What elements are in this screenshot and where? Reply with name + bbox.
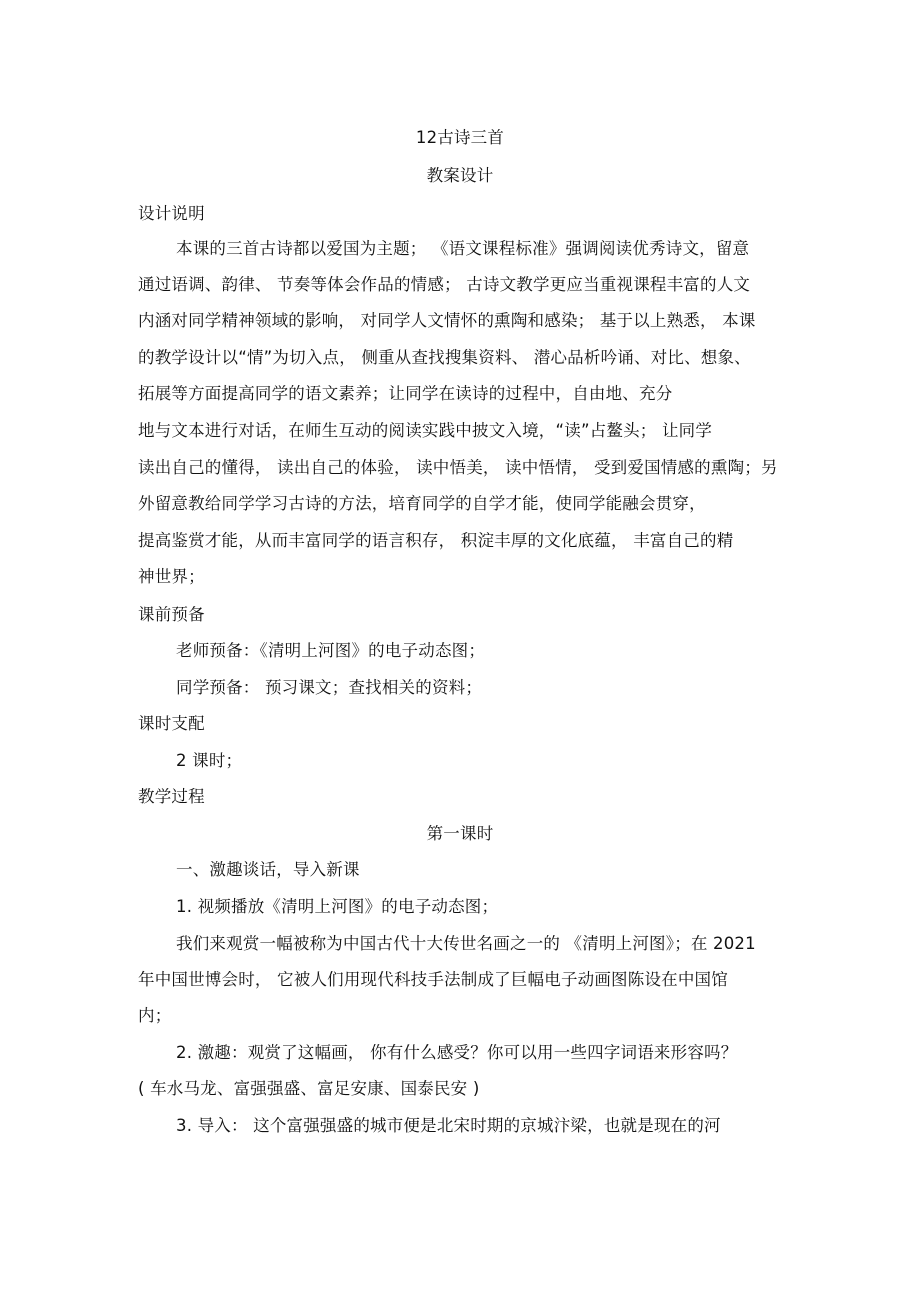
document-title: 12古诗三首 <box>415 128 505 147</box>
schedule-value: 2 课时； <box>176 751 243 770</box>
lesson-title: 第一课时 <box>426 824 494 843</box>
document-subtitle: 教案设计 <box>426 166 494 185</box>
design-notes-heading: 设计说明 <box>138 204 205 223</box>
design-notes-line: 本课的三首古诗都以爱国为主题； 《语文课程标准》强调阅读优秀诗文，留意 <box>176 239 750 258</box>
process-heading: 教学过程 <box>138 787 205 806</box>
design-notes-line: 地与文本进行对话，在师生互动的阅读实践中披文入境，“读”占鳌头； 让同学 <box>138 421 713 440</box>
step-heading: 一、激趣谈话，导入新课 <box>176 860 360 879</box>
design-notes-line: 神世界； <box>138 567 205 586</box>
design-notes-line: 拓展等方面提高同学的语文素养；让同学在读诗的过程中，自由地、充分 <box>138 384 673 403</box>
item-2-answer: ( 车水马龙、富强强盛、富足安康、国泰民安 ) <box>138 1079 480 1098</box>
item-1-text-line: 我们来观赏一幅被称为中国古代十大传世名画之一的 《清明上河图》；在 2021 <box>176 934 756 953</box>
teacher-preparation: 老师预备：《清明上河图》的电子动态图； <box>176 641 486 660</box>
schedule-heading: 课时支配 <box>138 714 205 733</box>
design-notes-line: 的教学设计以“情”为切入点， 侧重从查找搜集资料、 潜心品析吟诵、对比、想象、 <box>138 348 751 367</box>
design-notes-line: 外留意教给同学学习古诗的方法，培育同学的自学才能，使同学能融会贯穿， <box>138 494 706 513</box>
item-1-text-line: 内； <box>138 1006 172 1025</box>
item-3: 3. 导入： 这个富强强盛的城市便是北宋时期的京城汴梁，也就是现在的河 <box>176 1116 721 1135</box>
design-notes-line: 读出自己的懂得， 读出自己的体验， 读中悟美， 读中悟情， 受到爱国情感的熏陶；另 <box>138 458 778 477</box>
item-2: 2. 激趣：观赏了这幅画， 你有什么感受？你可以用一些四字词语来形容吗？ <box>176 1043 738 1062</box>
design-notes-line: 内涵对同学精神领域的影响， 对同学人文情怀的熏陶和感染； 基于以上熟悉， 本课 <box>138 311 756 330</box>
design-notes-line: 通过语调、韵律、 节奏等体会作品的情感； 古诗文教学更应当重视课程丰富的人文 <box>138 275 751 294</box>
student-preparation: 同学预备： 预习课文；查找相关的资料； <box>176 678 483 697</box>
preparation-heading: 课前预备 <box>138 605 205 624</box>
item-1: 1. 视频播放《清明上河图》的电子动态图； <box>176 897 499 916</box>
item-1-text-line: 年中国世博会时， 它被人们用现代科技手法制成了巨幅电子动画图陈设在中国馆 <box>138 970 728 989</box>
design-notes-line: 提高鉴赏才能，从而丰富同学的语言积存， 积淀丰厚的文化底蕴， 丰富自己的精 <box>138 531 734 550</box>
